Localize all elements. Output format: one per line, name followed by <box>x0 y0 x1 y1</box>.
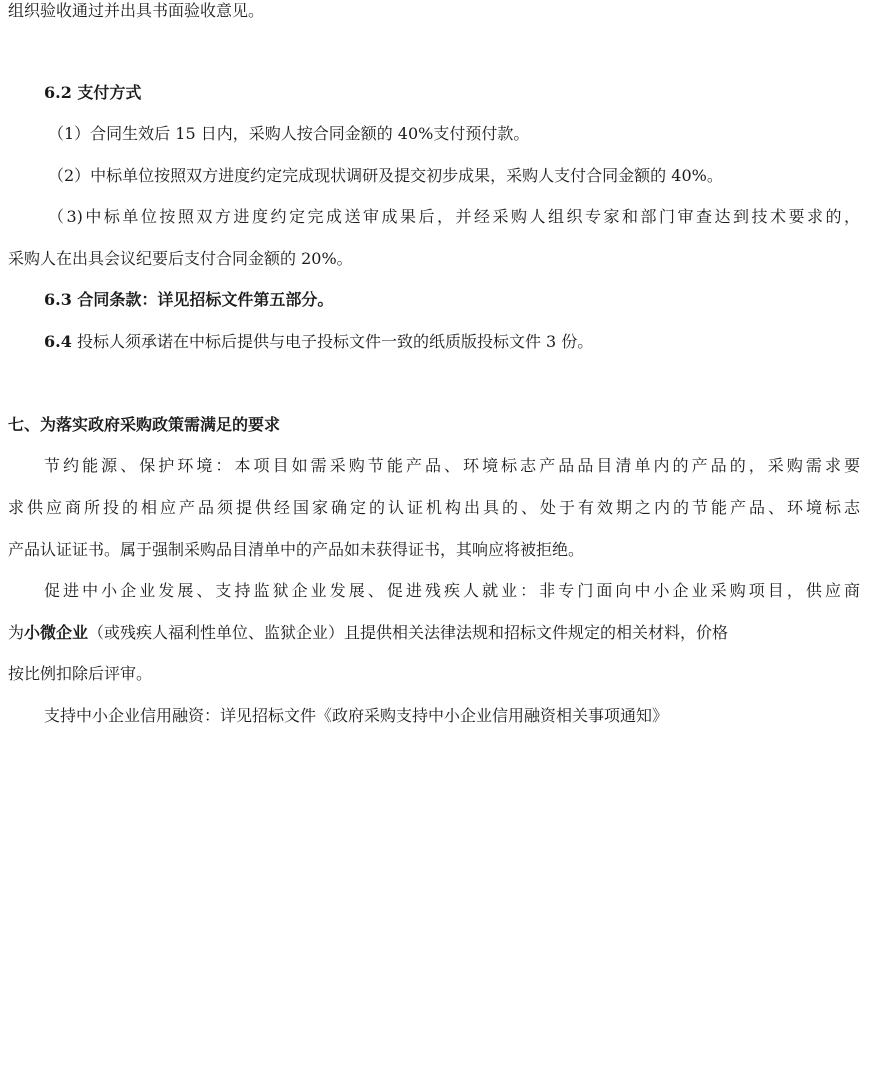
section-6-4-number: 6.4 <box>44 332 72 351</box>
acceptance-continuation-line: 组织验收通过并出具书面验收意见。 <box>8 1 265 20</box>
sme-para-line-1: 促进中小企业发展、支持监狱企业发展、促进残疾人就业：非专门面向中小企业采购项目，供应商 <box>44 581 860 600</box>
credit-financing-line: 支持中小企业信用融资：详见招标文件《政府采购支持中小企业信用融资相关事项通知》 <box>44 706 669 725</box>
sme-para-line-2 <box>8 623 860 643</box>
payment-item-3-line-2: 采购人在出具会议纪要后支付合同金额的 20%。 <box>8 249 353 268</box>
sme-para-prefix: 为 <box>8 623 25 642</box>
payment-item-3-line-1: （3)中标单位按照双方进度约定完成送审成果后，并经采购人组织专家和部门审查达到技术要求的， <box>48 207 860 226</box>
section-6-4-paper-bids <box>44 332 860 352</box>
sme-para-rest: （或残疾人福利性单位、监狱企业）且提供相关法律法规和招标文件规定的相关材料，价格 <box>88 623 729 642</box>
payment-item-1: （1）合同生效后 15 日内，采购人按合同金额的 40%支付预付款。 <box>48 124 530 143</box>
section-6-2-heading: 6.2 支付方式 <box>44 83 142 102</box>
chapter-7-heading: 七、为落实政府采购政策需满足的要求 <box>8 415 281 434</box>
section-6-4-text: 投标人须承诺在中标后提供与电子投标文件一致的纸质版投标文件 3 份。 <box>76 332 594 351</box>
sme-bold-term: 小微企业 <box>24 623 89 642</box>
section-6-3-contract-terms: 6.3 合同条款：详见招标文件第五部分。 <box>44 290 334 309</box>
energy-saving-para-line-1: 节约能源、保护环境：本项目如需采购节能产品、环境标志产品品目清单内的产品的，采购需求要 <box>44 456 860 475</box>
energy-saving-para-line-3: 产品认证证书。属于强制采购品目清单中的产品如未获得证书，其响应将被拒绝。 <box>8 540 585 559</box>
energy-saving-para-line-2: 求供应商所投的相应产品须提供经国家确定的认证机构出具的、处于有效期之内的节能产品、环境标志 <box>8 498 860 517</box>
payment-item-2: （2）中标单位按照双方进度约定完成现状调研及提交初步成果，采购人支付合同金额的 40%。 <box>48 166 723 185</box>
sme-para-line-3: 按比例扣除后评审。 <box>8 664 153 683</box>
